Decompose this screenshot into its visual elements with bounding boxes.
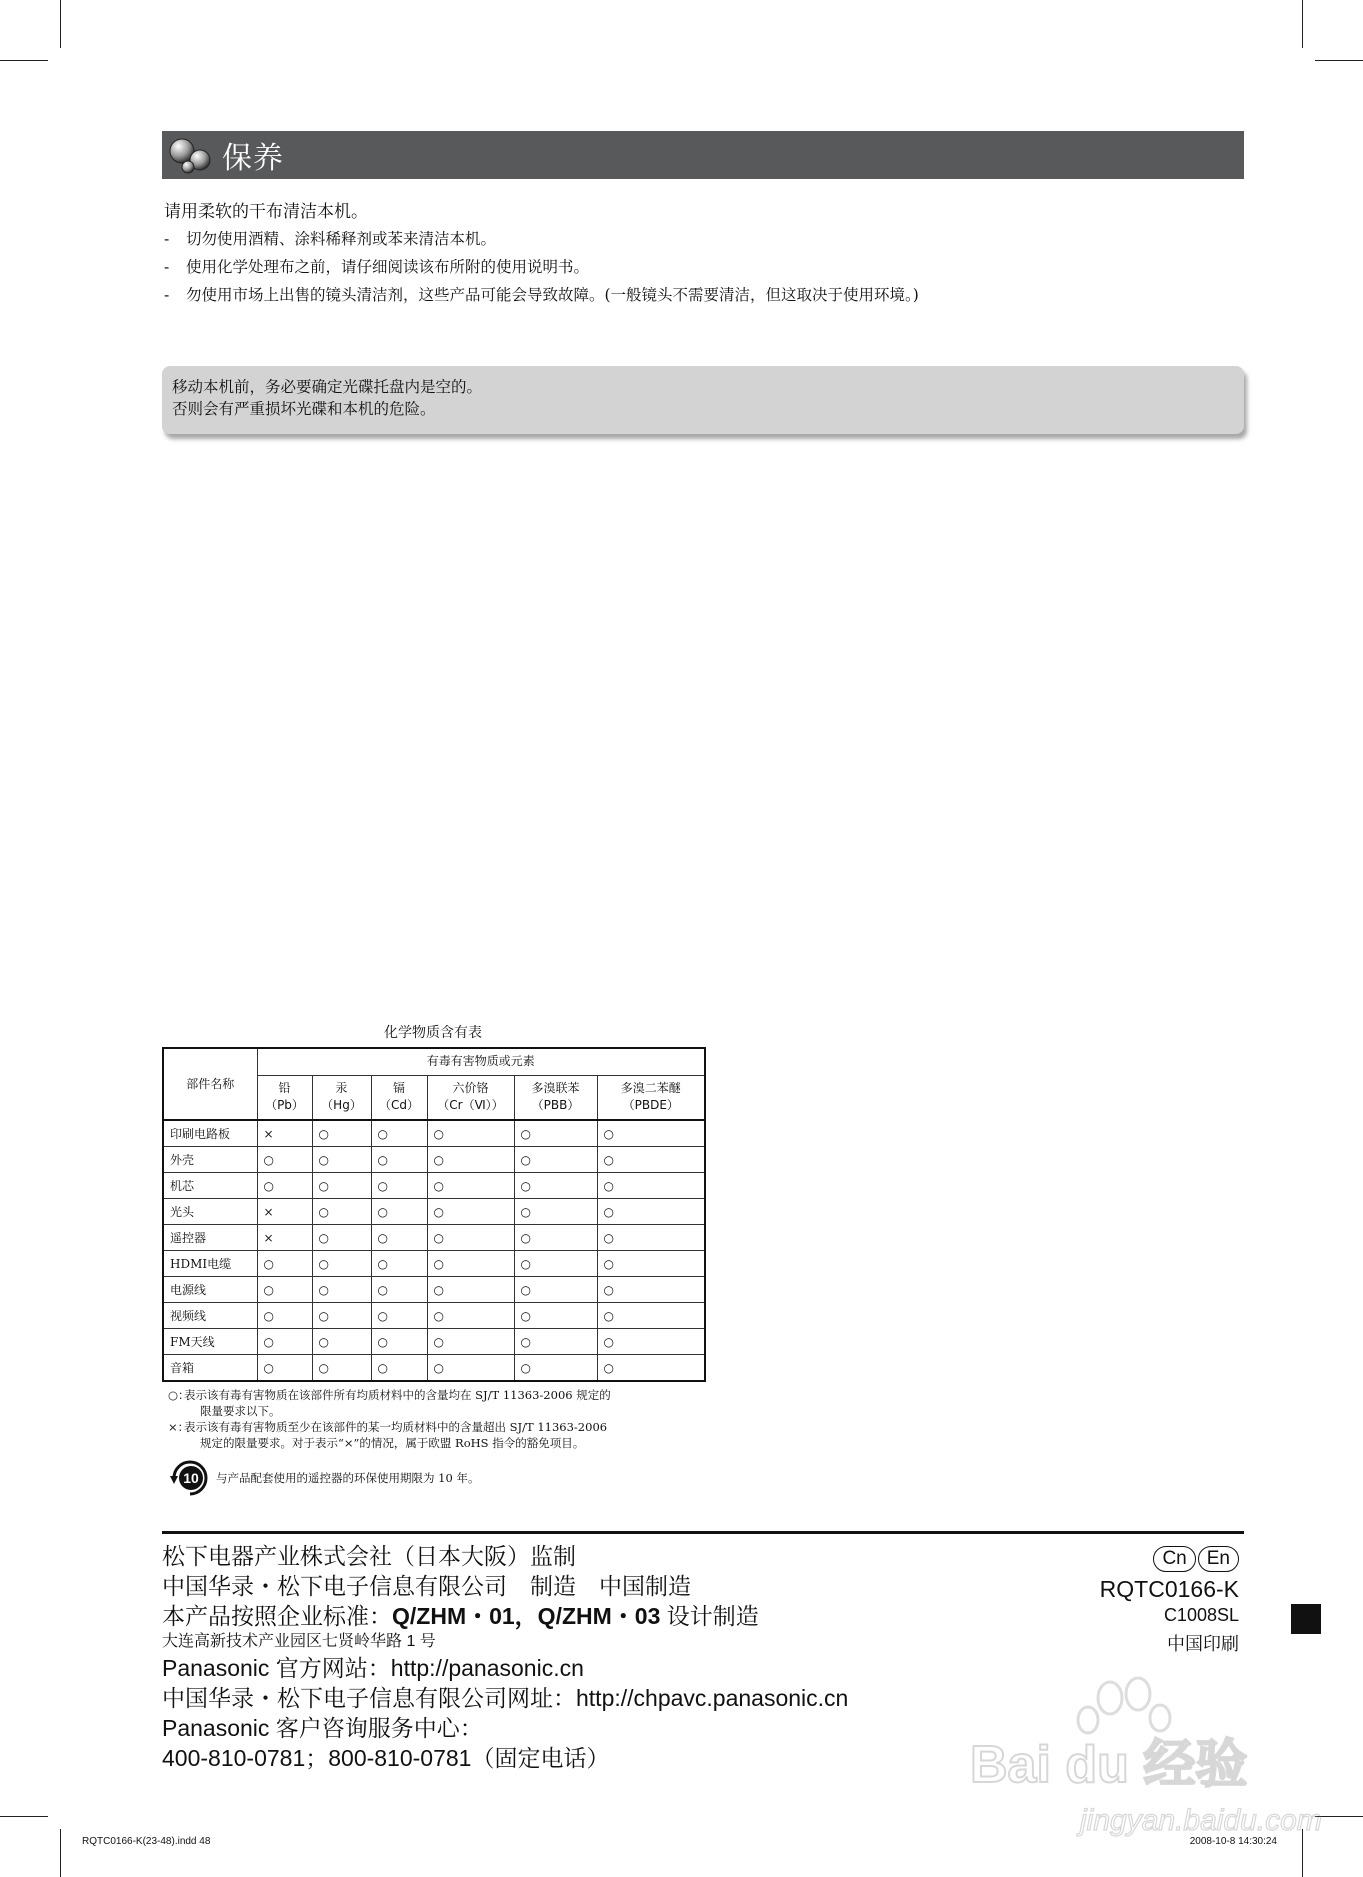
language-badge: En <box>1198 1546 1239 1572</box>
column-header: 多溴二苯醚 （PBDE） <box>597 1075 705 1120</box>
value-cell: ○ <box>312 1120 371 1147</box>
value-cell: ○ <box>257 1329 312 1355</box>
value-cell: ○ <box>427 1277 514 1303</box>
column-header: 铅 （Pb） <box>257 1075 312 1120</box>
note-symbol: ×： <box>168 1420 190 1434</box>
notice-line: 移动本机前，务必要确定光碟托盘内是空的。 <box>172 378 483 396</box>
value-cell: ○ <box>371 1120 427 1147</box>
part-name-cell: 电源线 <box>163 1277 257 1303</box>
crop-mark <box>60 1829 61 1877</box>
value-cell: ○ <box>597 1120 705 1147</box>
list-item <box>164 281 919 309</box>
bullet-text: 勿使用市场上出售的镜头清洁剂，这些产品可能会导致故障。(一般镜头不需要清洁，但这取决于使用环境。) <box>186 286 919 304</box>
value-cell: ○ <box>597 1303 705 1329</box>
value-cell: ○ <box>597 1199 705 1225</box>
notice-box <box>162 366 1244 434</box>
column-header: 六价铬 （Cr（Ⅵ）） <box>427 1075 514 1120</box>
crop-mark <box>0 60 48 61</box>
value-cell: ○ <box>312 1329 371 1355</box>
value-cell: ○ <box>312 1355 371 1382</box>
value-cell: ○ <box>514 1303 597 1329</box>
footer-line: Panasonic 客户咨询服务中心： <box>162 1715 483 1741</box>
value-cell: ○ <box>597 1251 705 1277</box>
date-slug: 2008-10-8 14:30:24 <box>1189 1836 1277 1847</box>
group-header: 有毒有害物质或元素 <box>257 1048 705 1075</box>
value-cell: ○ <box>427 1199 514 1225</box>
baidu-watermark <box>960 1670 1322 1840</box>
value-cell: ○ <box>427 1147 514 1173</box>
printed-in: 中国印刷 <box>1167 1634 1239 1654</box>
value-cell: ○ <box>514 1251 597 1277</box>
table-row <box>163 1147 705 1173</box>
chemical-table <box>162 1047 706 1382</box>
value-cell: ○ <box>257 1173 312 1199</box>
value-cell: ○ <box>427 1303 514 1329</box>
value-cell: ○ <box>312 1251 371 1277</box>
value-cell: ○ <box>597 1329 705 1355</box>
intro-text: 请用柔软的干布清洁本机。 <box>164 202 368 222</box>
part-name-cell: 遥控器 <box>163 1225 257 1251</box>
footer-info <box>162 1541 848 1773</box>
footer-website[interactable]: 中国华录・松下电子信息有限公司网址：http://chpavc.panasonic.cn <box>162 1685 849 1711</box>
table-row <box>163 1277 705 1303</box>
table-title: 化学物质含有表 <box>384 1025 482 1041</box>
value-cell: ○ <box>257 1303 312 1329</box>
column-header: 多溴联苯 （PBB） <box>514 1075 597 1120</box>
value-cell: × <box>257 1120 312 1147</box>
part-name-cell: 光头 <box>163 1199 257 1225</box>
value-cell: ○ <box>514 1199 597 1225</box>
model-number: RQTC0166-K <box>1099 1576 1239 1602</box>
value-cell: ○ <box>312 1199 371 1225</box>
part-name-cell: FM天线 <box>163 1329 257 1355</box>
footer-divider <box>162 1531 1244 1534</box>
crop-mark <box>1315 1816 1363 1817</box>
table-row <box>163 1173 705 1199</box>
page-marker <box>1291 1604 1321 1634</box>
bullet-dash: - <box>164 286 170 304</box>
table-row <box>163 1199 705 1225</box>
value-cell: ○ <box>597 1147 705 1173</box>
table-row <box>163 1251 705 1277</box>
value-cell: ○ <box>371 1225 427 1251</box>
part-name-cell: 视频线 <box>163 1303 257 1329</box>
table-row <box>163 1355 705 1382</box>
crop-mark <box>60 0 61 48</box>
value-cell: ○ <box>312 1303 371 1329</box>
eco-badge-number: 10 <box>183 1470 199 1486</box>
crop-mark <box>1302 0 1303 48</box>
value-cell: ○ <box>427 1251 514 1277</box>
value-cell: ○ <box>371 1329 427 1355</box>
bullet-list <box>164 225 919 309</box>
table-row <box>163 1120 705 1147</box>
bullet-dash: - <box>164 258 170 276</box>
value-cell: ○ <box>514 1277 597 1303</box>
bullet-text: 使用化学处理布之前，请仔细阅读该布所附的使用说明书。 <box>186 258 590 276</box>
value-cell: ○ <box>514 1225 597 1251</box>
eco-text: 与产品配套使用的遥控器的环保使用期限为 10 年。 <box>216 1471 480 1485</box>
value-cell: ○ <box>427 1329 514 1355</box>
bullet-dash: - <box>164 230 170 248</box>
list-item <box>164 225 919 253</box>
footer-address: 大连高新技术产业园区七贤岭华路 1 号 <box>162 1633 436 1650</box>
section-header <box>162 131 1244 179</box>
value-cell: ○ <box>257 1355 312 1382</box>
value-cell: ○ <box>312 1277 371 1303</box>
part-name-cell: HDMI电缆 <box>163 1251 257 1277</box>
value-cell: ○ <box>597 1173 705 1199</box>
value-cell: ○ <box>597 1355 705 1382</box>
value-cell: ○ <box>257 1251 312 1277</box>
value-cell: ○ <box>257 1277 312 1303</box>
footer-website[interactable]: Panasonic 官方网站：http://panasonic.cn <box>162 1655 584 1681</box>
product-code-block <box>1100 1546 1239 1656</box>
value-cell: ○ <box>597 1277 705 1303</box>
bullet-text: 切勿使用酒精、涂料稀释剂或苯来清洁本机。 <box>186 230 497 248</box>
table-row <box>163 1329 705 1355</box>
notice-line: 否则会有严重损坏光碟和本机的危险。 <box>172 400 436 418</box>
part-name-cell: 印刷电路板 <box>163 1120 257 1147</box>
value-cell: × <box>257 1225 312 1251</box>
value-cell: ○ <box>312 1225 371 1251</box>
column-header: 汞 （Hg） <box>312 1075 371 1120</box>
value-cell: ○ <box>514 1329 597 1355</box>
note-row <box>168 1387 611 1403</box>
value-cell: ○ <box>514 1173 597 1199</box>
eco-period-icon <box>168 1458 212 1498</box>
value-cell: ○ <box>371 1355 427 1382</box>
footer-line: 本产品按照企业标准：Q/ZHM・01，Q/ZHM・03 设计制造 <box>162 1603 759 1629</box>
language-badge: Cn <box>1153 1546 1195 1572</box>
note-symbol: ○： <box>168 1388 190 1402</box>
value-cell: ○ <box>427 1173 514 1199</box>
note-row <box>168 1419 611 1435</box>
value-cell: ○ <box>371 1147 427 1173</box>
file-slug: RQTC0166-K(23-48).indd 48 <box>82 1836 211 1847</box>
list-item <box>164 253 919 281</box>
note-text: 表示该有毒有害物质至少在该部件的某一均质材料中的含量超出 SJ/T 11363-2006 <box>184 1420 608 1434</box>
watermark-url: jingyan.baidu.com <box>1080 1804 1322 1837</box>
crop-mark <box>1315 60 1363 61</box>
footer-line: 松下电器产业株式会社（日本大阪）监制 <box>162 1543 576 1569</box>
value-cell: ○ <box>371 1251 427 1277</box>
value-cell: ○ <box>427 1355 514 1382</box>
footer-line: 中国华录・松下电子信息有限公司 制造 中国制造 <box>162 1573 691 1599</box>
value-cell: ○ <box>371 1199 427 1225</box>
value-cell: ○ <box>597 1225 705 1251</box>
part-header: 部件名称 <box>163 1048 257 1120</box>
part-name-cell: 外壳 <box>163 1147 257 1173</box>
eco-label <box>168 1458 479 1498</box>
crop-mark <box>0 1816 48 1817</box>
note-text: 表示该有毒有害物质在该部件所有均质材料中的含量均在 SJ/T 11363-2006 规定的 <box>184 1388 611 1402</box>
value-cell: ○ <box>427 1120 514 1147</box>
note-text: 规定的限量要求。对于表示“×”的情况，属于欧盟 RoHS 指令的豁免项目。 <box>200 1436 585 1450</box>
part-name-cell: 音箱 <box>163 1355 257 1382</box>
value-cell: × <box>257 1199 312 1225</box>
bubbles-icon <box>166 133 218 177</box>
value-cell: ○ <box>514 1147 597 1173</box>
section-title: 保养 <box>222 141 284 176</box>
part-name-cell: 机芯 <box>163 1173 257 1199</box>
value-cell: ○ <box>427 1225 514 1251</box>
column-header: 镉 （Cd） <box>371 1075 427 1120</box>
value-cell: ○ <box>514 1120 597 1147</box>
table-row <box>163 1225 705 1251</box>
value-cell: ○ <box>371 1303 427 1329</box>
footer-phone: 400-810-0781；800-810-0781（固定电话） <box>162 1745 610 1771</box>
value-cell: ○ <box>312 1173 371 1199</box>
value-cell: ○ <box>312 1147 371 1173</box>
value-cell: ○ <box>371 1277 427 1303</box>
print-code: C1008SL <box>1163 1605 1239 1625</box>
value-cell: ○ <box>371 1173 427 1199</box>
value-cell: ○ <box>257 1147 312 1173</box>
note-text: 限量要求以下。 <box>200 1404 281 1418</box>
watermark-brand: Bai du 经验 <box>970 1736 1248 1794</box>
table-notes <box>168 1387 611 1451</box>
language-badges <box>1100 1546 1239 1572</box>
table-row <box>163 1303 705 1329</box>
value-cell: ○ <box>514 1355 597 1382</box>
